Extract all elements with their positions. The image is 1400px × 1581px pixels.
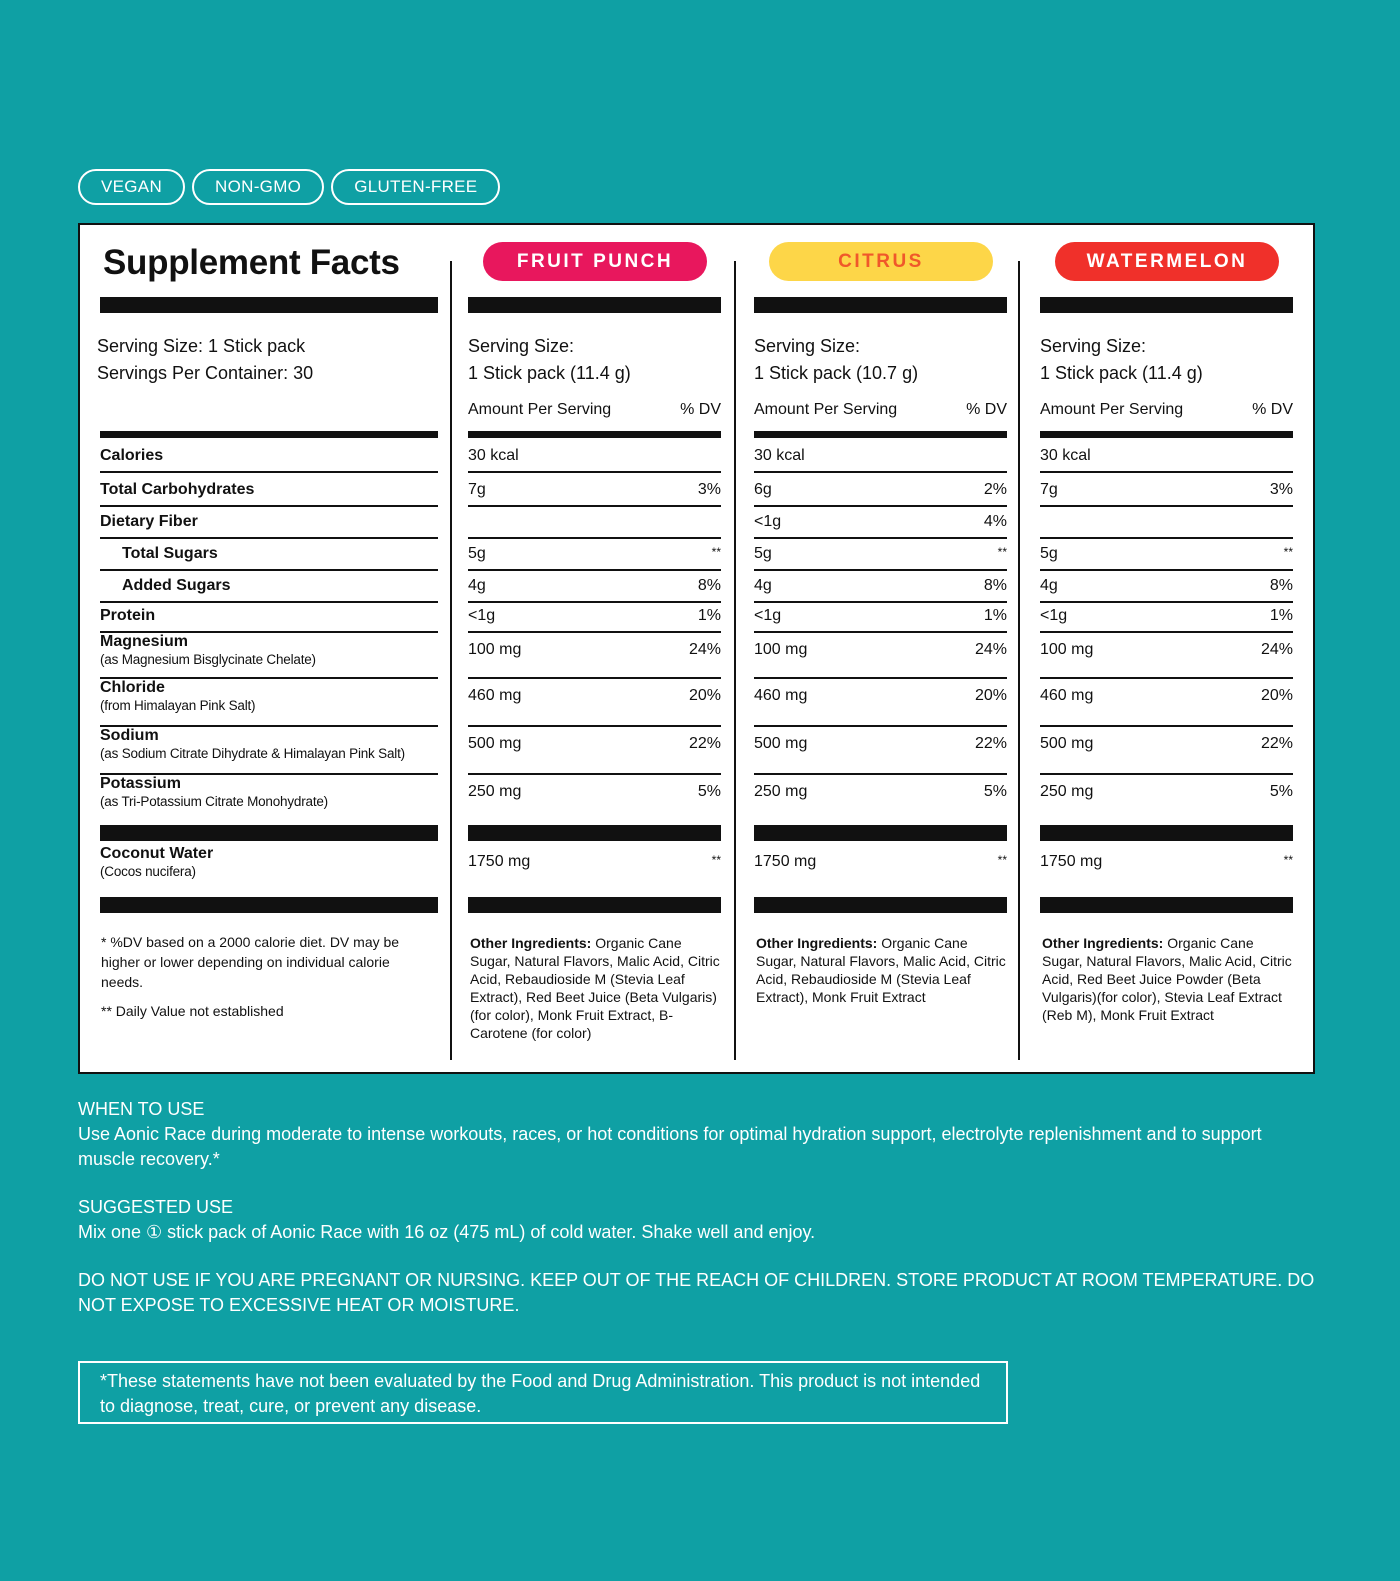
nutrient-value-row — [1040, 545, 1293, 563]
other-ingredients-label: Other Ingredients: — [756, 935, 878, 951]
amount-value: <1g — [754, 607, 782, 624]
flavor-pill: WATERMELON — [1055, 242, 1279, 281]
amount-per-serving-label: Amount Per Serving — [1040, 401, 1184, 418]
nutrient-source: (as Sodium Citrate Dihydrate & Himalayan Pink Salt) — [100, 746, 405, 761]
dv-value: 3% — [697, 481, 721, 498]
dv-value: 4% — [983, 513, 1007, 530]
row-divider — [468, 569, 721, 571]
flavor-pill: CITRUS — [769, 242, 993, 281]
nutrient-name — [100, 845, 213, 879]
amount-value: 460 mg — [468, 687, 522, 704]
panel-title: Supplement Facts — [103, 243, 400, 282]
serving-size — [754, 333, 918, 387]
nutrient-value-row — [468, 641, 721, 659]
dv-value: 5% — [983, 783, 1007, 800]
amount-per-serving-label: Amount Per Serving — [468, 401, 612, 418]
dv-value: 3% — [1269, 481, 1293, 498]
divider-bar — [1040, 431, 1293, 438]
amount-value: 4g — [1040, 577, 1058, 594]
row-divider — [754, 471, 1007, 473]
serving-size-value: 1 Stick pack (10.7 g) — [754, 363, 919, 383]
amount-value: <1g — [468, 607, 496, 624]
serving-size: Serving Size: 1 Stick pack — [97, 336, 306, 356]
row-divider — [1040, 471, 1293, 473]
when-to-use-text: Use Aonic Race during moderate to intense workouts, races, or hot conditions for optimal hydration support, electrolyte replenishment and to support muscle recovery.* — [78, 1124, 1262, 1169]
nutrient-value-row — [754, 783, 1007, 801]
when-to-use-heading: WHEN TO USE — [78, 1099, 205, 1119]
other-ingredients-label: Other Ingredients: — [470, 935, 592, 951]
nutrient-label: Coconut Water — [100, 845, 214, 862]
nutrient-value-row — [1040, 641, 1293, 659]
row-divider — [100, 471, 438, 473]
nutrient-value-row — [468, 735, 721, 753]
dv-value: 8% — [697, 577, 721, 594]
nutrient-value-row — [1040, 687, 1293, 705]
nutrient-source: (from Himalayan Pink Salt) — [100, 698, 256, 713]
row-divider — [468, 773, 721, 775]
divider-bar — [754, 297, 1007, 313]
other-ingredients — [1042, 934, 1297, 1024]
row-divider — [1040, 569, 1293, 571]
nutrient-source: (as Magnesium Bisglycinate Chelate) — [100, 652, 316, 667]
amount-value: 250 mg — [1040, 783, 1094, 800]
divider-bar — [754, 431, 1007, 438]
column-divider — [450, 261, 452, 1060]
nutrient-row — [100, 727, 438, 761]
amount-value: 1750 mg — [1040, 853, 1103, 870]
nutrient-value-row — [468, 783, 721, 801]
nutrient-row — [100, 481, 438, 499]
badge-non-gmo: NON-GMO — [192, 169, 324, 205]
row-divider — [1040, 773, 1293, 775]
dv-value: 1% — [1269, 607, 1293, 624]
dv-value: 22% — [688, 735, 721, 752]
row-divider — [468, 725, 721, 727]
divider-bar — [100, 897, 438, 913]
nutrient-value-row — [1040, 607, 1293, 625]
dv-value: ** — [711, 853, 721, 867]
nutrient-name — [100, 577, 230, 595]
nutrient-name — [100, 481, 254, 499]
dv-label: % DV — [1252, 401, 1293, 418]
badge-gluten-free: GLUTEN-FREE — [331, 169, 500, 205]
column-divider — [734, 261, 736, 1060]
amount-per-serving-label: Amount Per Serving — [754, 401, 898, 418]
footnote-not-established: ** Daily Value not established — [101, 1003, 284, 1019]
badge-vegan: VEGAN — [78, 169, 185, 205]
nutrient-label: Potassium — [100, 775, 181, 792]
amount-value: 7g — [1040, 481, 1058, 498]
suggested-use-section — [78, 1195, 1318, 1245]
nutrient-value-row — [1040, 735, 1293, 753]
row-divider — [1040, 677, 1293, 679]
amount-value: <1g — [1040, 607, 1068, 624]
row-divider — [754, 631, 1007, 633]
nutrient-row — [100, 577, 438, 595]
amount-value: <1g — [754, 513, 782, 530]
amount-value: 100 mg — [1040, 641, 1094, 658]
nutrient-value-row — [468, 577, 721, 595]
amount-value: 7g — [468, 481, 486, 498]
nutrient-name — [100, 633, 316, 667]
divider-bar — [468, 431, 721, 438]
row-divider — [754, 725, 1007, 727]
nutrient-label: Protein — [100, 607, 156, 624]
suggested-use-heading: SUGGESTED USE — [78, 1197, 234, 1217]
flavor-column-citrus — [754, 225, 1007, 1072]
other-ingredients-text: Organic Cane Sugar, Natural Flavors, Malic Acid, Citric Acid, Red Beet Juice Powder (Beta Vulgaris)(for color), Stevia Leaf Extract (Reb M), Monk Fruit Extract — [1042, 935, 1292, 1023]
nutrient-name — [100, 545, 218, 563]
flavor-column-watermelon — [1040, 225, 1293, 1072]
nutrient-value-row — [468, 853, 721, 871]
row-divider — [754, 505, 1007, 507]
nutrient-label: Calories — [100, 447, 164, 464]
amount-value: 460 mg — [1040, 687, 1094, 704]
dv-value: 5% — [697, 783, 721, 800]
amount-header — [1040, 401, 1293, 419]
supplement-facts-panel — [78, 223, 1315, 1074]
row-divider — [468, 631, 721, 633]
when-to-use-section — [78, 1097, 1318, 1172]
row-divider — [468, 601, 721, 603]
nutrient-label: Chloride — [100, 679, 165, 696]
warning-text: DO NOT USE IF YOU ARE PREGNANT OR NURSING. KEEP OUT OF THE REACH OF CHILDREN. STORE PRODUCT AT ROOM TEMPERATURE. DO NOT EXPOSE TO EXCESSIVE HEAT OR MOISTURE. — [78, 1270, 1315, 1315]
nutrient-label: Total Carbohydrates — [100, 481, 255, 498]
amount-value: 30 kcal — [754, 447, 805, 464]
dv-value: 24% — [1260, 641, 1293, 658]
row-divider — [754, 773, 1007, 775]
nutrient-value-row — [754, 577, 1007, 595]
row-divider — [100, 601, 438, 603]
dv-value: ** — [997, 853, 1007, 867]
nutrient-name — [100, 727, 405, 761]
divider-bar — [100, 431, 438, 438]
other-ingredients — [470, 934, 725, 1042]
nutrient-value-row — [468, 545, 721, 563]
serving-size-label: Serving Size: — [468, 336, 575, 356]
dv-value: 5% — [1269, 783, 1293, 800]
dv-value: 22% — [974, 735, 1007, 752]
nutrient-value-row — [1040, 447, 1293, 465]
row-divider — [468, 471, 721, 473]
nutrient-value-row — [468, 481, 721, 499]
dv-value: ** — [997, 545, 1007, 559]
dv-value: ** — [1283, 545, 1293, 559]
nutrient-source: (as Tri-Potassium Citrate Monohydrate) — [100, 794, 328, 809]
dv-value: 8% — [983, 577, 1007, 594]
amount-value: 30 kcal — [1040, 447, 1091, 464]
serving-size-value: 1 Stick pack (11.4 g) — [1040, 363, 1203, 383]
nutrient-row — [100, 845, 438, 879]
row-divider — [754, 537, 1007, 539]
nutrient-value-row — [468, 447, 721, 465]
nutrient-value-row — [754, 735, 1007, 753]
column-divider — [1018, 261, 1020, 1060]
nutrient-value-row — [1040, 853, 1293, 871]
other-ingredients-text: Organic Cane Sugar, Natural Flavors, Malic Acid, Citric Acid, Rebaudioside M (Stevia Leaf Extract), Monk Fruit Extract — [756, 935, 1006, 1005]
nutrient-label: Added Sugars — [122, 577, 231, 594]
nutrient-value-row — [1040, 783, 1293, 801]
nutrient-row — [100, 513, 438, 531]
nutrient-row — [100, 679, 438, 713]
row-divider — [468, 537, 721, 539]
dv-value: 1% — [983, 607, 1007, 624]
nutrient-name — [100, 513, 198, 531]
nutrient-value-row — [1040, 481, 1293, 499]
amount-value: 500 mg — [1040, 735, 1094, 752]
serving-size-label: Serving Size: — [754, 336, 861, 356]
amount-value: 1750 mg — [468, 853, 531, 870]
usage-info — [78, 1097, 1318, 1341]
nutrient-name — [100, 607, 155, 625]
nutrient-label: Magnesium — [100, 633, 189, 650]
dv-value: 22% — [1260, 735, 1293, 752]
nutrient-name — [100, 447, 163, 465]
serving-size — [1040, 333, 1203, 387]
row-divider — [100, 537, 438, 539]
serving-size-label: Serving Size: — [1040, 336, 1147, 356]
dv-value: 24% — [688, 641, 721, 658]
nutrient-value-row — [1040, 577, 1293, 595]
dv-value: 1% — [697, 607, 721, 624]
dv-value: 20% — [974, 687, 1007, 704]
other-ingredients — [756, 934, 1011, 1006]
nutrient-value-row — [754, 447, 1007, 465]
nutrient-row — [100, 633, 438, 667]
nutrient-value-row — [754, 641, 1007, 659]
row-divider — [1040, 725, 1293, 727]
divider-bar — [468, 897, 721, 913]
row-divider — [754, 569, 1007, 571]
dv-value: ** — [711, 545, 721, 559]
nutrient-row — [100, 775, 438, 809]
dv-value: 20% — [1260, 687, 1293, 704]
footnotes — [101, 932, 431, 1021]
dv-value: 20% — [688, 687, 721, 704]
amount-value: 6g — [754, 481, 772, 498]
nutrient-row — [100, 545, 438, 563]
servings-per-container: Servings Per Container: 30 — [97, 363, 314, 383]
divider-bar — [754, 897, 1007, 913]
divider-bar — [1040, 825, 1293, 841]
dv-label: % DV — [680, 401, 721, 418]
nutrient-row — [100, 607, 438, 625]
divider-bar — [754, 825, 1007, 841]
nutrient-value-row — [754, 513, 1007, 531]
flavor-pill: FRUIT PUNCH — [483, 242, 707, 281]
amount-value: 500 mg — [468, 735, 522, 752]
amount-value: 5g — [1040, 545, 1058, 562]
dv-value: 8% — [1269, 577, 1293, 594]
row-divider — [468, 677, 721, 679]
nutrient-labels-column — [97, 225, 438, 1072]
row-divider — [1040, 505, 1293, 507]
nutrient-value-row — [754, 607, 1007, 625]
divider-bar — [1040, 297, 1293, 313]
footnote-dv: * %DV based on a 2000 calorie diet. DV may be higher or lower depending on individual calorie needs. — [101, 934, 400, 990]
row-divider — [1040, 601, 1293, 603]
nutrient-value-row — [754, 545, 1007, 563]
nutrient-value-row — [468, 607, 721, 625]
dv-label: % DV — [966, 401, 1007, 418]
row-divider — [100, 569, 438, 571]
amount-header — [754, 401, 1007, 419]
divider-bar — [468, 825, 721, 841]
divider-bar — [468, 297, 721, 313]
amount-value: 460 mg — [754, 687, 808, 704]
nutrient-name — [100, 679, 255, 713]
amount-value: 5g — [754, 545, 772, 562]
row-divider — [1040, 631, 1293, 633]
row-divider — [1040, 537, 1293, 539]
nutrient-label: Total Sugars — [122, 545, 218, 562]
amount-value: 100 mg — [468, 641, 522, 658]
amount-value: 100 mg — [754, 641, 808, 658]
amount-value: 30 kcal — [468, 447, 519, 464]
nutrient-value-row — [754, 853, 1007, 871]
row-divider — [100, 505, 438, 507]
nutrient-row — [100, 447, 438, 465]
divider-bar — [100, 297, 438, 313]
serving-size-value: 1 Stick pack (11.4 g) — [468, 363, 631, 383]
amount-value: 4g — [754, 577, 772, 594]
dv-value: 24% — [974, 641, 1007, 658]
nutrient-value-row — [754, 687, 1007, 705]
nutrient-source: (Cocos nucifera) — [100, 864, 196, 879]
other-ingredients-text: Organic Cane Sugar, Natural Flavors, Malic Acid, Citric Acid, Rebaudioside M (Stevia Leaf Extract), Red Beet Juice (Beta Vulgaris) (for color), Monk Fruit Extract, B-Carotene (for color) — [470, 935, 720, 1041]
amount-value: 500 mg — [754, 735, 808, 752]
amount-value: 4g — [468, 577, 486, 594]
serving-info — [97, 333, 313, 387]
amount-header — [468, 401, 721, 419]
divider-bar — [100, 825, 438, 841]
divider-bar — [1040, 897, 1293, 913]
badge-row — [78, 169, 500, 205]
flavor-column-fruit-punch — [468, 225, 721, 1072]
amount-value: 250 mg — [754, 783, 808, 800]
row-divider — [754, 601, 1007, 603]
dv-value: ** — [1283, 853, 1293, 867]
amount-value: 1750 mg — [754, 853, 817, 870]
nutrient-value-row — [468, 687, 721, 705]
nutrient-value-row — [754, 481, 1007, 499]
dv-value: 2% — [983, 481, 1007, 498]
amount-value: 250 mg — [468, 783, 522, 800]
fda-disclaimer: *These statements have not been evaluated by the Food and Drug Administration. This product is not intended to diagnose, treat, cure, or prevent any disease. — [78, 1361, 1008, 1424]
other-ingredients-label: Other Ingredients: — [1042, 935, 1164, 951]
amount-value: 5g — [468, 545, 486, 562]
nutrient-name — [100, 775, 328, 809]
nutrient-label: Sodium — [100, 727, 159, 744]
suggested-use-text: Mix one ① stick pack of Aonic Race with 16 oz (475 mL) of cold water. Shake well and enjoy. — [78, 1222, 816, 1242]
nutrient-label: Dietary Fiber — [100, 513, 198, 530]
row-divider — [468, 505, 721, 507]
serving-size — [468, 333, 631, 387]
row-divider — [754, 677, 1007, 679]
